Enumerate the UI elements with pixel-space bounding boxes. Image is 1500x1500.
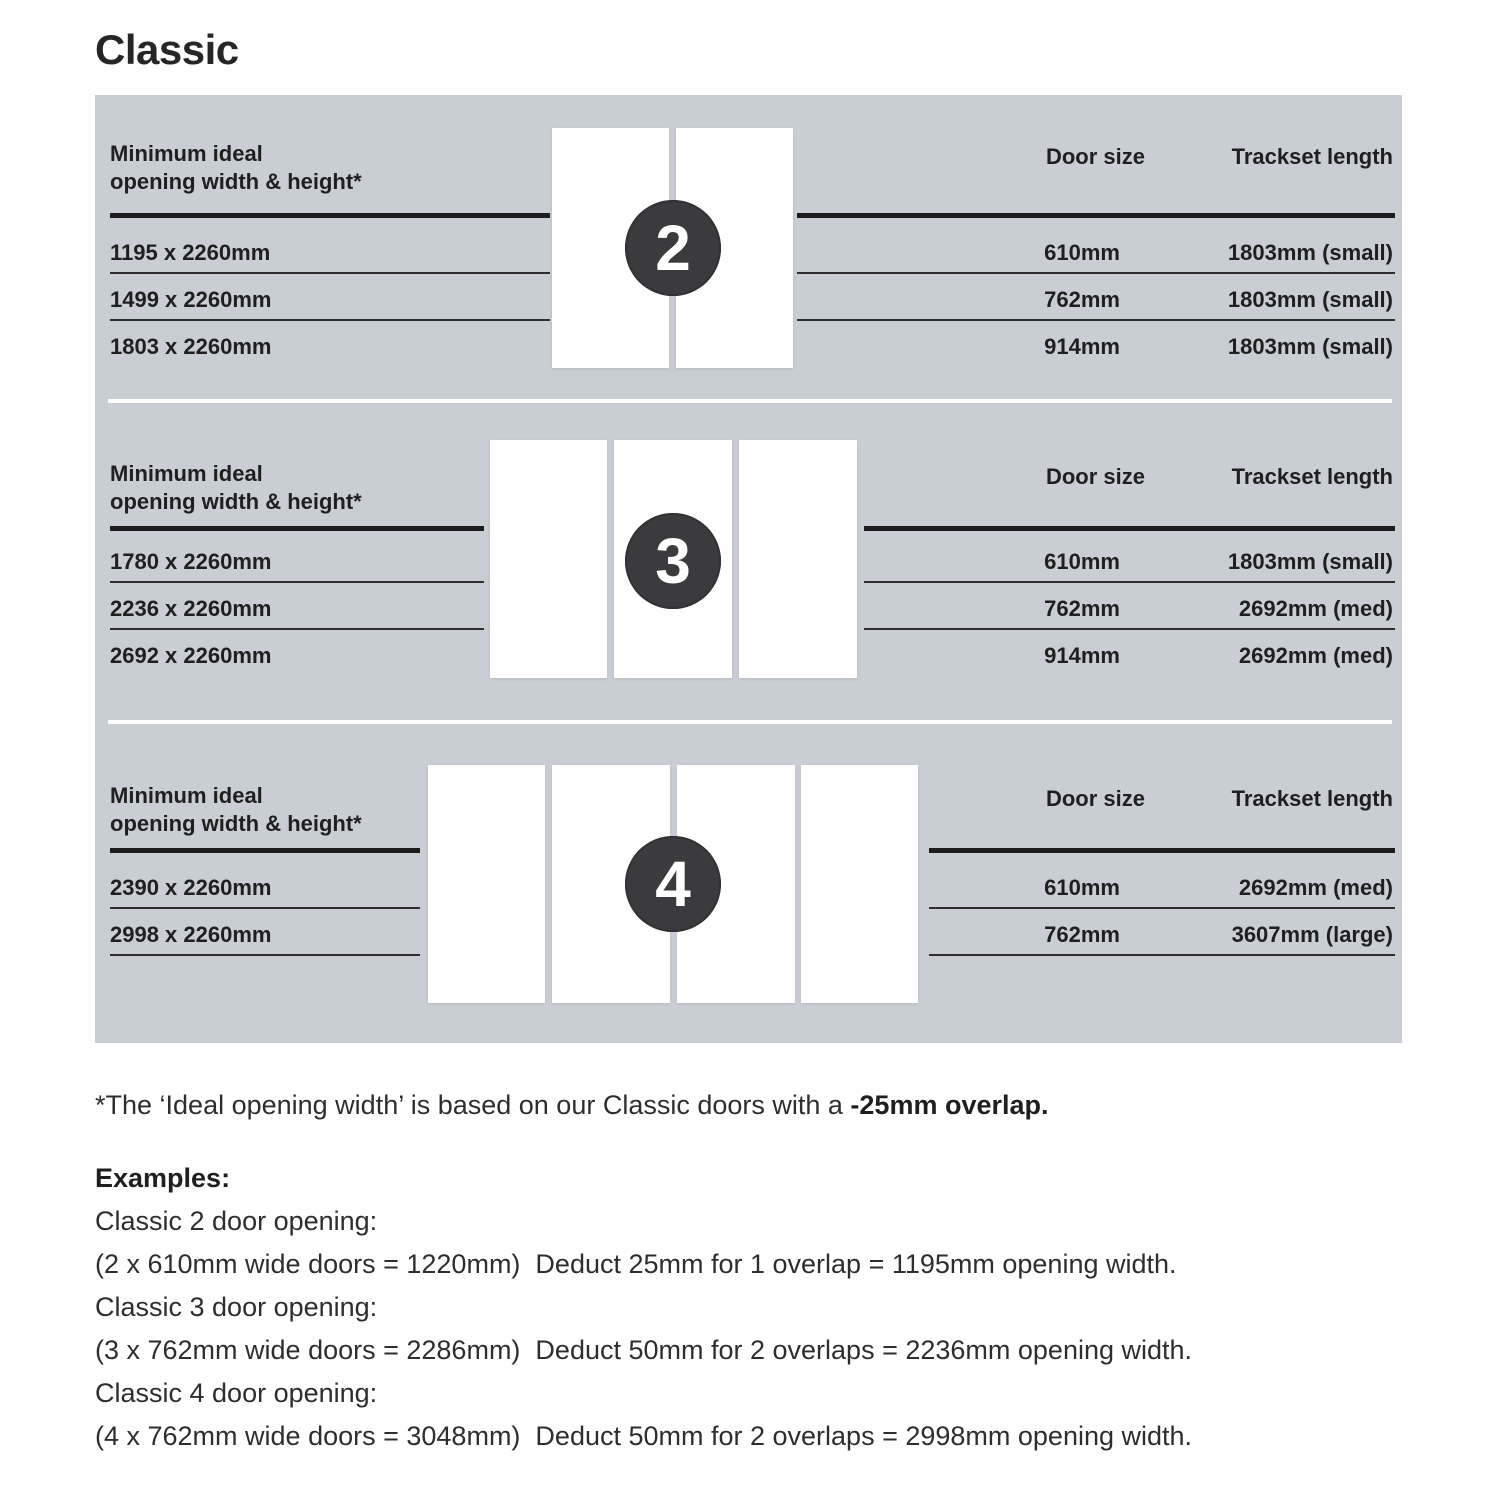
header-rule <box>110 213 550 218</box>
trackset-value: 2692mm (med) <box>1238 875 1393 900</box>
example-line: Classic 3 door opening: <box>95 1292 378 1322</box>
footnote-text: *The ‘Ideal opening width’ is based on our Classic doors with a <box>95 1090 851 1120</box>
door-size-value: 914mm <box>1044 643 1120 668</box>
row-rule <box>110 628 484 630</box>
row-rule <box>797 319 1395 321</box>
door-size-value: 610mm <box>1044 875 1120 900</box>
door-panel <box>801 765 918 1003</box>
header-rule <box>110 848 420 853</box>
example-line: Classic 2 door opening: <box>95 1206 378 1236</box>
trackset-value: 3607mm (large) <box>1231 922 1393 947</box>
section-separator <box>108 720 1392 724</box>
trackset-value: 1803mm (small) <box>1227 549 1393 574</box>
door-size-value: 610mm <box>1044 549 1120 574</box>
row-rule <box>110 319 550 321</box>
row-rule <box>864 581 1395 583</box>
door-size-column-header: Door size <box>1045 786 1145 811</box>
trackset-column-header: Trackset length <box>1231 144 1393 169</box>
opening-size-header: Minimum ideal opening width & height* <box>110 141 362 194</box>
door-size-value: 762mm <box>1044 596 1120 621</box>
row-rule <box>110 954 420 956</box>
row-rule <box>929 907 1395 909</box>
row-rule <box>110 272 550 274</box>
door-count-badge: 3 <box>625 513 721 609</box>
opening-size-value: 2998 x 2260mm <box>110 922 272 947</box>
opening-size-value: 1780 x 2260mm <box>110 549 272 574</box>
header-rule <box>929 848 1395 853</box>
trackset-value: 2692mm (med) <box>1238 643 1393 668</box>
door-size-column-header: Door size <box>1045 144 1145 169</box>
row-rule <box>110 581 484 583</box>
row-rule <box>797 272 1395 274</box>
door-size-value: 762mm <box>1044 922 1120 947</box>
example-line: (3 x 762mm wide doors = 2286mm) Deduct 50mm for 2 overlaps = 2236mm opening width. <box>95 1335 1193 1365</box>
door-size-value: 610mm <box>1044 240 1120 265</box>
example-line: Classic 4 door opening: <box>95 1378 378 1408</box>
door-size-column-header: Door size <box>1045 464 1145 489</box>
opening-size-value: 2390 x 2260mm <box>110 875 272 900</box>
trackset-column-header: Trackset length <box>1231 464 1393 489</box>
header-rule <box>797 213 1395 218</box>
door-count-badge: 4 <box>625 836 721 932</box>
opening-size-value: 1499 x 2260mm <box>110 287 272 312</box>
trackset-value: 2692mm (med) <box>1238 596 1393 621</box>
opening-size-header: Minimum ideal opening width & height* <box>110 461 362 514</box>
example-line: (2 x 610mm wide doors = 1220mm) Deduct 25mm for 1 overlap = 1195mm opening width. <box>95 1249 1177 1279</box>
example-line: (4 x 762mm wide doors = 3048mm) Deduct 50mm for 2 overlaps = 2998mm opening width. <box>95 1421 1193 1451</box>
trackset-value: 1803mm (small) <box>1227 334 1393 359</box>
trackset-value: 1803mm (small) <box>1227 287 1393 312</box>
door-size-value: 762mm <box>1044 287 1120 312</box>
section-separator <box>108 399 1392 403</box>
header-rule <box>110 526 484 531</box>
door-size-value: 914mm <box>1044 334 1120 359</box>
door-panel <box>428 765 545 1003</box>
row-rule <box>864 628 1395 630</box>
examples-block <box>95 1157 1192 1458</box>
examples-heading: Examples: <box>95 1163 231 1193</box>
footnote <box>95 1090 1049 1121</box>
footnote-bold: -25mm overlap. <box>850 1090 1049 1120</box>
opening-size-value: 1803 x 2260mm <box>110 334 272 359</box>
door-count-badge: 2 <box>625 200 721 296</box>
row-rule <box>929 954 1395 956</box>
door-panel <box>490 440 607 678</box>
opening-size-value: 2236 x 2260mm <box>110 596 272 621</box>
header-rule <box>864 526 1395 531</box>
trackset-value: 1803mm (small) <box>1227 240 1393 265</box>
row-rule <box>110 907 420 909</box>
page-title: Classic <box>95 26 239 73</box>
opening-size-value: 1195 x 2260mm <box>110 240 271 265</box>
door-panel <box>739 440 857 678</box>
opening-size-header: Minimum ideal opening width & height* <box>110 783 362 836</box>
opening-size-value: 2692 x 2260mm <box>110 643 272 668</box>
trackset-column-header: Trackset length <box>1231 786 1393 811</box>
